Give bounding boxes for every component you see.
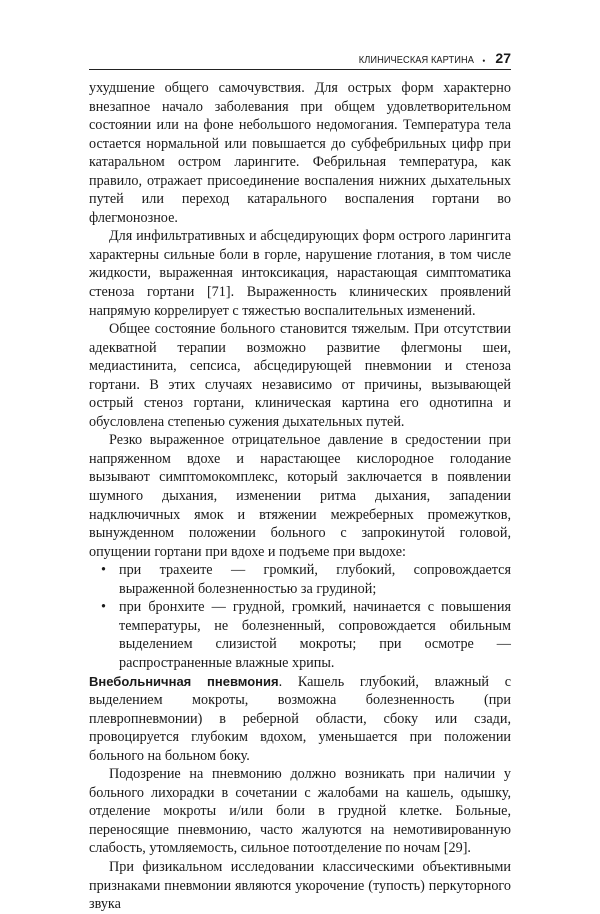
paragraph: ухудшение общего самочувствия. Для острых форм характерно внезапное начало заболевания при общем удовлетворительном состоянии или на фоне небольшого недомогания. Температура тела остается нормальной или повышается до субфебрильных цифр при катаральном остром ларингите. Фебрильная температура, как правило, отражает присоединение воспаления нижних дыхательных путей или переход катарального воспаления гортани во флегмонозное. — [89, 80, 511, 226]
paragraph: Общее состояние больного становится тяжелым. При отсутствии адекватной терапии возможно развитие флегмоны шеи, медиастинита, сепсиса, абсцедирующей пневмонии и стеноза гортани. В этих случаях независимо от причины, вызывающей острый стеноз гортани, клиническая картина его однотипна и обусловлена степенью сужения дыхательных путей. — [89, 321, 511, 430]
main-text — [89, 79, 511, 914]
paragraph-text: . Кашель глубокий, влажный с выделением мокроты, возможна болезненность (при плевропневмонии) в реберной области, сбоку или сзади, провоцируется глубоким вдохом, уменьшается при положении больного на больном боку. — [89, 673, 511, 764]
running-title: КЛИНИЧЕСКАЯ КАРТИНА — [358, 54, 475, 66]
list-item — [101, 561, 511, 598]
bullet-list — [89, 561, 511, 672]
paragraph — [89, 673, 511, 766]
running-header — [89, 44, 511, 70]
paragraph: Резко выраженное отрицательное давление в средостении при напряженном вдохе и нарастающее кислородное голодание вызывают симптомокомплекс, который заключается в появлении шумного дыхания, изменении ритма дыхания, западении надключичных ямок и втяжении межреберных промежутков, вынужденном положении больного с запрокинутой головой, опущении гортани при вдохе и подъеме при выдохе: — [89, 432, 511, 560]
bullet-marker: • — [101, 562, 106, 579]
page-number: 27 — [495, 50, 511, 66]
list-item — [101, 598, 511, 672]
paragraph: Для инфильтративных и абсцедирующих форм острого ларингита характерны сильные боли в горле, нарушение глотания, в том числе жидкости, выраженная интоксикация, нарастающая симптоматика стеноза гортани [71]. Выраженность клинических проявлений напрямую коррелирует с тяжестью воспалительных изменений. — [89, 228, 511, 319]
bullet-marker: • — [101, 599, 106, 616]
section-term: Внебольничная пневмония — [89, 673, 279, 689]
paragraph: При физикальном исследовании классическими объективными признаками пневмонии являются укорочение (тупость) перкуторного звука — [89, 858, 511, 913]
list-item-text: при трахеите — громкий, глубокий, сопровождается выраженной болезненностью за грудиной; — [119, 562, 511, 597]
list-item-text: при бронхите — грудной, громкий, начинается с повышения температуры, не болезненный, сопровождается обильным выделением слизистой мокроты; при осмотре — распространенные влажные хрипы. — [119, 599, 511, 671]
header-separator: • — [482, 56, 486, 66]
paragraph: Подозрение на пневмонию должно возникать при наличии у больного лихорадки в сочетании с жалобами на кашель, одышку, отделение мокроты и/или боли в грудной клетке. Больные, переносящие пневмонию, часто жалуются на немотивированную слабость, утомляемость, сильное потоотделение по ночам [29]. — [89, 766, 511, 857]
